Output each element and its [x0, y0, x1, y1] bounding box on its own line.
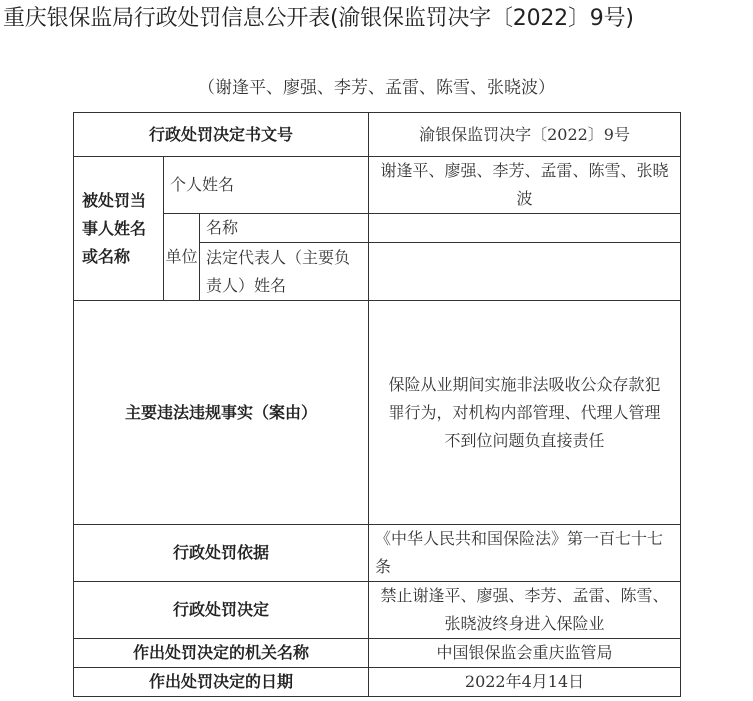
row-facts — [74, 301, 681, 525]
row-unit-name — [74, 214, 681, 243]
decision-label: 行政处罚决定 — [74, 582, 369, 639]
doc-no-label: 行政处罚决定书文号 — [74, 113, 369, 157]
unit-label: 单位 — [164, 214, 200, 301]
row-authority — [74, 639, 681, 668]
individual-label: 个人姓名 — [164, 157, 369, 214]
unit-name-label: 名称 — [200, 214, 369, 243]
party-subtitle: （谢逢平、廖强、李芳、孟雷、陈雪、张晓波） — [198, 78, 555, 98]
unit-name-value — [369, 214, 681, 243]
authority-label: 作出处罚决定的机关名称 — [74, 639, 369, 668]
basis-label: 行政处罚依据 — [74, 525, 369, 582]
doc-no-value: 渝银保监罚决字〔2022〕9号 — [369, 113, 681, 157]
row-date — [74, 668, 681, 697]
facts-label: 主要违法违规事实（案由） — [74, 301, 369, 525]
party-label: 被处罚当事人姓名或名称 — [74, 157, 164, 301]
legal-rep-value — [369, 243, 681, 301]
date-label: 作出处罚决定的日期 — [74, 668, 369, 697]
row-individual — [74, 157, 681, 214]
individual-value: 谢逢平、廖强、李芳、孟雷、陈雪、张晓波 — [369, 157, 681, 214]
date-value: 2022年4月14日 — [369, 668, 681, 697]
row-doc-no — [74, 113, 681, 157]
decision-value: 禁止谢逢平、廖强、李芳、孟雷、陈雪、张晓波终身进入保险业 — [369, 582, 681, 639]
legal-rep-label: 法定代表人（主要负责人）姓名 — [200, 243, 369, 301]
row-basis — [74, 525, 681, 582]
penalty-info-table — [73, 112, 681, 697]
authority-value: 中国银保监会重庆监管局 — [369, 639, 681, 668]
page-title: 重庆银保监局行政处罚信息公开表(渝银保监罚决字〔2022〕9号) — [3, 6, 634, 31]
facts-value: 保险从业期间实施非法吸收公众存款犯罪行为，对机构内部管理、代理人管理不到位问题负直接责任 — [369, 301, 681, 525]
row-decision — [74, 582, 681, 639]
basis-value: 《中华人民共和国保险法》第一百七十七条 — [369, 525, 681, 582]
